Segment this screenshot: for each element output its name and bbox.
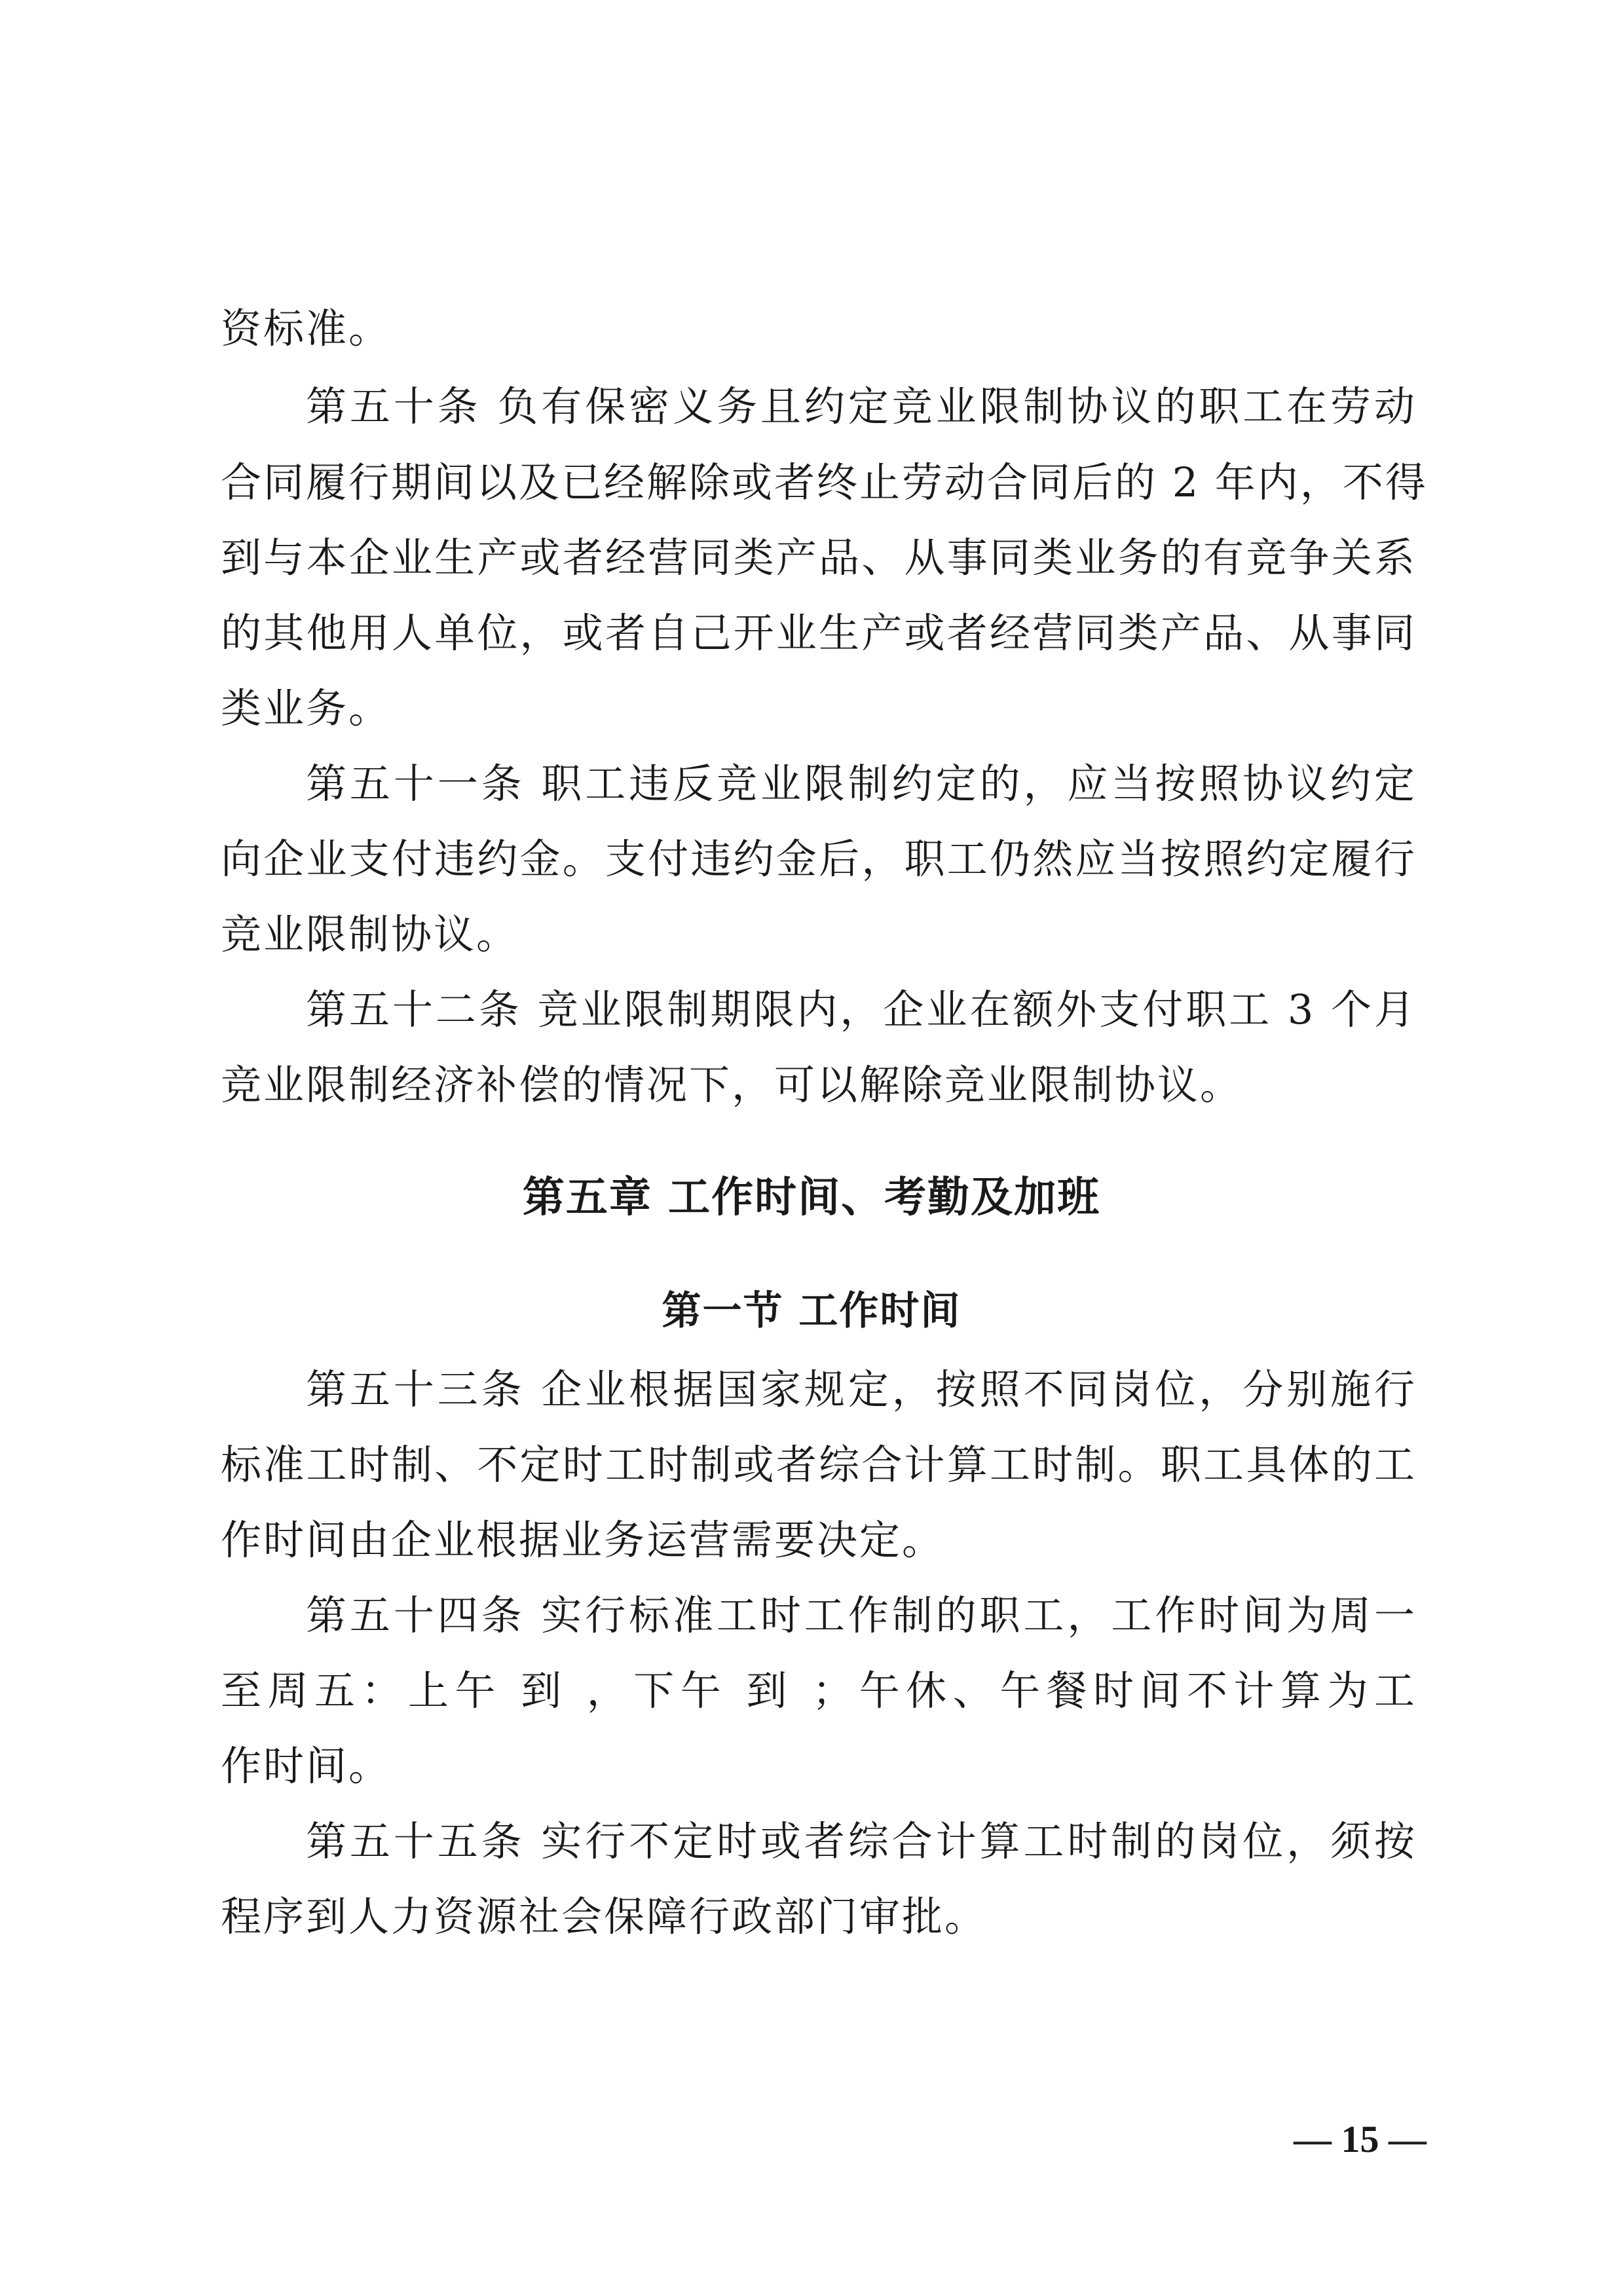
article-52-line: 第五十二条 竞业限制期限内，企业在额外支付职工 3 个月: [306, 986, 1417, 1033]
paragraph-line: 至周五：上午 到 ，下午 到 ；午休、午餐时间不计算为工: [221, 1667, 1417, 1714]
paragraph-line: 作时间。: [221, 1742, 392, 1790]
paragraph-line: 程序到人力资源社会保障行政部门审批。: [221, 1893, 988, 1940]
page-number: — 15 —: [1294, 2118, 1427, 2160]
article-50-line: 第五十条 负有保密义务且约定竞业限制协议的职工在劳动: [306, 382, 1417, 430]
article-53-line: 第五十三条 企业根据国家规定，按照不同岗位，分别施行: [306, 1365, 1417, 1413]
paragraph-line: 合同履行期间以及已经解除或者终止劳动合同后的 2 年内，不得: [221, 458, 1428, 506]
paragraph-line: 作时间由企业根据业务运营需要决定。: [221, 1516, 945, 1564]
article-51-line: 第五十一条 职工违反竞业限制约定的，应当按照协议约定: [306, 760, 1417, 807]
paragraph-line: 类业务。: [221, 684, 392, 732]
chapter-heading: 第五章 工作时间、考勤及加班: [522, 1174, 1101, 1222]
paragraph-line: 向企业支付违约金。支付违约金后，职工仍然应当按照约定履行: [221, 835, 1417, 883]
paragraph-line: 标准工时制、不定时工时制或者综合计算工时制。职工具体的工: [221, 1441, 1417, 1489]
paragraph-line: 竞业限制协议。: [221, 910, 519, 958]
paragraph-line: 竞业限制经济补偿的情况下，可以解除竞业限制协议。: [221, 1061, 1243, 1109]
article-55-line: 第五十五条 实行不定时或者综合计算工时制的岗位，须按: [306, 1817, 1417, 1865]
section-heading: 第一节 工作时间: [662, 1288, 961, 1334]
paragraph-line: 资标准。: [221, 305, 392, 352]
paragraph-line: 到与本企业生产或者经营同类产品、从事同类业务的有竞争关系: [221, 534, 1417, 582]
paragraph-line: 的其他用人单位，或者自己开业生产或者经营同类产品、从事同: [221, 609, 1417, 657]
article-54-line: 第五十四条 实行标准工时工作制的职工，工作时间为周一: [306, 1591, 1417, 1639]
